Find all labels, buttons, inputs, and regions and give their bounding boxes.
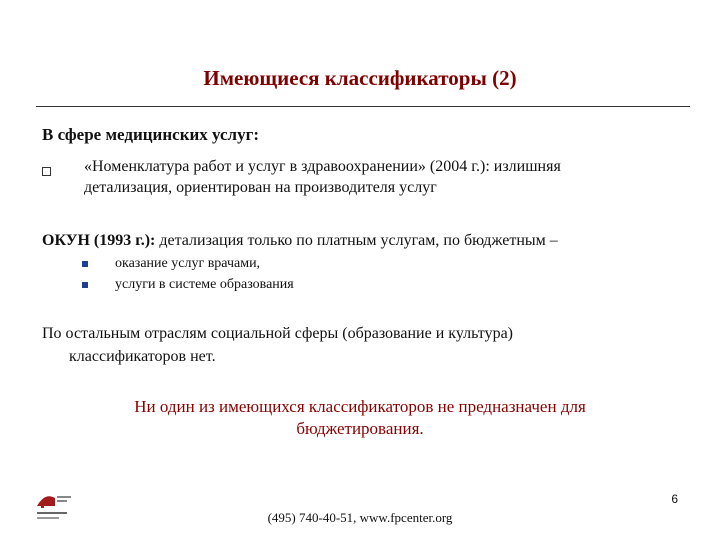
filled-square-bullet-icon: [82, 282, 88, 288]
title-divider: [36, 106, 690, 107]
other-sectors-paragraph: [42, 322, 602, 368]
conclusion-text: [0, 396, 720, 440]
medical-classifier-item: [84, 156, 664, 198]
page-number: 6: [671, 492, 678, 506]
okun-subitem: услуги в системе образования: [115, 277, 294, 292]
footer-contact: (495) 740-40-51, www.fpcenter.org: [267, 510, 453, 525]
okun-subitem: оказание услуг врачами,: [115, 256, 261, 271]
filled-square-bullet-icon: [82, 261, 88, 267]
hollow-square-bullet-icon: [42, 167, 51, 176]
other-sectors-line-1: По остальным отраслям социальной сферы (образование и культура): [42, 325, 513, 342]
other-sectors-line-2: классификаторов нет.: [69, 348, 216, 365]
medical-classifier-line-1: «Номенклатура работ и услуг в здравоохранении» (2004 г.): излишняя: [84, 158, 561, 175]
okun-description: детализация только по платным услугам, по бюджетным –: [155, 232, 558, 249]
section-heading: В сфере медицинских услуг:: [42, 125, 259, 144]
medical-classifier-line-2: детализация, ориентирован на производителя услуг: [84, 179, 437, 196]
okun-label: ОКУН (1993 г.):: [42, 232, 156, 249]
conclusion-line-1: Ни один из имеющихся классификаторов не предназначен для: [134, 397, 586, 416]
slide-title: Имеющиеся классификаторы (2): [203, 66, 517, 90]
okun-paragraph: [42, 230, 682, 251]
conclusion-line-2: бюджетирования.: [296, 419, 424, 438]
